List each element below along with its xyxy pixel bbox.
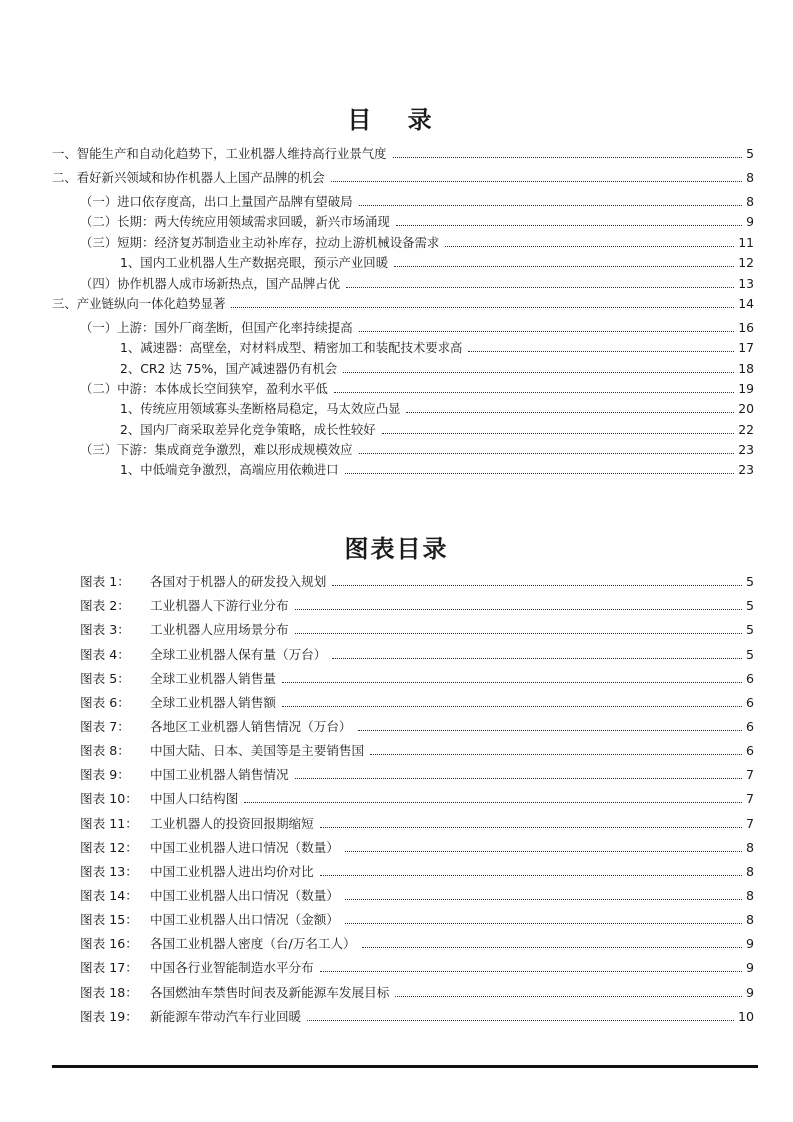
figure-entry-page: 8 xyxy=(745,840,754,855)
figure-entry[interactable] xyxy=(80,715,754,734)
figure-entry-label: 中国工业机器人进出均价对比 xyxy=(150,864,314,879)
dot-leader xyxy=(282,682,742,683)
figure-entry-page: 6 xyxy=(745,719,754,734)
toc-entry-page: 23 xyxy=(738,462,754,477)
figure-entry[interactable] xyxy=(80,787,754,806)
figure-number: 图表 17： xyxy=(80,960,138,975)
figure-entry-label: 全球工业机器人保有量（万台） xyxy=(150,647,327,662)
figure-number: 图表 2： xyxy=(80,598,130,613)
figure-entry[interactable] xyxy=(80,763,754,782)
figure-entry-label: 中国工业机器人出口情况（数量） xyxy=(150,888,339,903)
figure-entry[interactable] xyxy=(80,739,754,758)
figure-number: 图表 16： xyxy=(80,936,138,951)
list-of-figures-title: 图表目录 xyxy=(344,535,449,563)
toc-entry[interactable] xyxy=(120,251,754,270)
figure-entry[interactable] xyxy=(80,836,754,855)
figure-entry-label: 中国各行业智能制造水平分布 xyxy=(150,960,314,975)
figure-entry-label: 全球工业机器人销售量 xyxy=(150,671,276,686)
dot-leader xyxy=(359,205,743,206)
dot-leader xyxy=(396,225,742,226)
dot-leader xyxy=(393,157,743,158)
figure-entry-page: 6 xyxy=(745,743,754,758)
toc-entry[interactable] xyxy=(80,190,754,209)
toc-title: 目 录 xyxy=(347,106,446,134)
toc-entry-label: （三）短期：经济复苏制造业主动补库存，拉动上游机械设备需求 xyxy=(80,235,440,250)
figure-number: 图表 10： xyxy=(80,791,138,806)
toc-entry-label: 1、国内工业机器人生产数据亮眼，预示产业回暖 xyxy=(120,255,389,270)
figure-entry-page: 6 xyxy=(745,671,754,686)
figure-entry-page: 7 xyxy=(745,816,754,831)
toc-entry[interactable] xyxy=(52,292,754,311)
dot-leader xyxy=(406,412,734,413)
toc-entry-page: 13 xyxy=(738,276,754,291)
figure-entry-label: 各国对于机器人的研发投入规划 xyxy=(150,574,327,589)
toc-entry-label: 1、中低端竞争激烈，高端应用依赖进口 xyxy=(120,462,339,477)
figure-entry-page: 7 xyxy=(745,791,754,806)
toc-entry-page: 19 xyxy=(738,381,754,396)
toc-entry[interactable] xyxy=(52,142,754,161)
toc-entry-page: 22 xyxy=(738,422,754,437)
toc-entry[interactable] xyxy=(80,272,754,291)
figure-number: 图表 14： xyxy=(80,888,138,903)
dot-leader xyxy=(295,778,742,779)
figure-number: 图表 11： xyxy=(80,816,138,831)
toc-entry-page: 16 xyxy=(738,320,754,335)
figure-entry[interactable] xyxy=(80,643,754,662)
dot-leader xyxy=(307,1020,734,1021)
dot-leader xyxy=(295,633,742,634)
figure-entry-page: 9 xyxy=(745,936,754,951)
toc-entry-label: 三、产业链纵向一体化趋势显著 xyxy=(52,296,226,311)
figure-entry-page: 8 xyxy=(745,912,754,927)
figure-entry-label: 新能源车带动汽车行业回暖 xyxy=(150,1009,302,1024)
toc-entry-label: （四）协作机器人成市场新热点，国产品牌占优 xyxy=(80,276,341,291)
figure-number: 图表 1： xyxy=(80,574,130,589)
figure-entry-page: 9 xyxy=(745,985,754,1000)
figure-entry[interactable] xyxy=(80,860,754,879)
toc-entry-page: 9 xyxy=(746,214,754,229)
figure-number: 图表 12： xyxy=(80,840,138,855)
dot-leader xyxy=(334,392,734,393)
dot-leader xyxy=(343,372,734,373)
toc-entry-page: 18 xyxy=(738,361,754,376)
dot-leader xyxy=(445,246,734,247)
figure-entry-page: 8 xyxy=(745,888,754,903)
figure-number: 图表 3： xyxy=(80,622,130,637)
dot-leader xyxy=(358,730,742,731)
figure-entry-page: 8 xyxy=(745,864,754,879)
dot-leader xyxy=(382,433,735,434)
figure-entry-page: 5 xyxy=(745,574,754,589)
toc-entry-page: 8 xyxy=(746,170,754,185)
toc-entry[interactable] xyxy=(52,166,754,185)
dot-leader xyxy=(282,706,742,707)
dot-leader xyxy=(244,802,742,803)
toc-entry-label: 2、国内厂商采取差异化竞争策略，成长性较好 xyxy=(120,422,376,437)
footer-divider xyxy=(52,1065,758,1068)
toc-entry[interactable] xyxy=(120,418,754,437)
toc-entry-label: 1、传统应用领域寡头垄断格局稳定，马太效应凸显 xyxy=(120,401,401,416)
toc-entry-page: 17 xyxy=(738,340,754,355)
figure-entry-page: 7 xyxy=(745,767,754,782)
dot-leader xyxy=(468,351,734,352)
toc-entry-label: 2、CR2 达 75%，国产减速器仍有机会 xyxy=(120,361,338,376)
toc-entry[interactable] xyxy=(120,397,754,416)
figure-entry[interactable] xyxy=(80,981,754,1000)
figure-entry-label: 各国燃油车禁售时间表及新能源车发展目标 xyxy=(150,985,390,1000)
toc-entry-page: 12 xyxy=(738,255,754,270)
figure-entry-label: 全球工业机器人销售额 xyxy=(150,695,276,710)
figure-number: 图表 9： xyxy=(80,767,130,782)
toc-entry-page: 20 xyxy=(738,401,754,416)
dot-leader xyxy=(320,875,742,876)
figure-entry[interactable] xyxy=(80,667,754,686)
figure-number: 图表 19： xyxy=(80,1009,138,1024)
figure-entry-page: 5 xyxy=(745,647,754,662)
figure-number: 图表 5： xyxy=(80,671,130,686)
figure-number: 图表 13： xyxy=(80,864,138,879)
figure-entry-label: 各地区工业机器人销售情况（万台） xyxy=(150,719,352,734)
figure-entry-label: 工业机器人应用场景分布 xyxy=(150,622,289,637)
toc-entry[interactable] xyxy=(80,377,754,396)
dot-leader xyxy=(394,266,734,267)
figure-entry[interactable] xyxy=(80,812,754,831)
figure-entry-page: 5 xyxy=(745,622,754,637)
toc-entry[interactable] xyxy=(80,210,754,229)
toc-entry[interactable] xyxy=(120,336,754,355)
figure-entry[interactable] xyxy=(80,570,754,589)
dot-leader xyxy=(359,453,735,454)
toc-entry-label: 二、看好新兴领域和协作机器人上国产品牌的机会 xyxy=(52,170,325,185)
figure-entry-label: 中国大陆、日本、美国等是主要销售国 xyxy=(150,743,365,758)
figure-number: 图表 4： xyxy=(80,647,130,662)
figure-entry[interactable] xyxy=(80,908,754,927)
figure-entry-page: 6 xyxy=(745,695,754,710)
dot-leader xyxy=(231,307,734,308)
figure-entry-label: 中国工业机器人销售情况 xyxy=(150,767,289,782)
figure-entry-page: 5 xyxy=(745,598,754,613)
toc-entry-label: （三）下游：集成商竞争激烈，难以形成规模效应 xyxy=(80,442,353,457)
dot-leader xyxy=(295,609,742,610)
figure-number: 图表 7： xyxy=(80,719,130,734)
toc-entry-label: （二）中游：本体成长空间狭窄，盈利水平低 xyxy=(80,381,328,396)
toc-entry-page: 14 xyxy=(738,296,754,311)
figure-entry-page: 10 xyxy=(737,1009,754,1024)
dot-leader xyxy=(370,754,742,755)
dot-leader xyxy=(346,287,734,288)
toc-entry-label: （一）上游：国外厂商垄断，但国产化率持续提高 xyxy=(80,320,353,335)
figure-entry[interactable] xyxy=(80,691,754,710)
figure-entry[interactable] xyxy=(80,932,754,951)
dot-leader xyxy=(320,971,742,972)
figure-number: 图表 6： xyxy=(80,695,130,710)
toc-entry[interactable] xyxy=(120,458,754,477)
figure-entry[interactable] xyxy=(80,956,754,975)
dot-leader xyxy=(395,996,742,997)
dot-leader xyxy=(332,658,742,659)
figure-entry[interactable] xyxy=(80,618,754,637)
toc-entry-page: 5 xyxy=(746,146,754,161)
figure-entry[interactable] xyxy=(80,884,754,903)
figure-entry[interactable] xyxy=(80,1005,754,1024)
dot-leader xyxy=(345,473,735,474)
dot-leader xyxy=(332,585,742,586)
dot-leader xyxy=(345,923,742,924)
figure-entry-label: 中国工业机器人出口情况（金额） xyxy=(150,912,339,927)
toc-entry[interactable] xyxy=(80,316,754,335)
figure-entry-label: 中国人口结构图 xyxy=(150,791,239,806)
figure-entry-page: 9 xyxy=(745,960,754,975)
dot-leader xyxy=(345,851,742,852)
toc-entry-label: 一、智能生产和自动化趋势下，工业机器人维持高行业景气度 xyxy=(52,146,387,161)
figure-entry-label: 各国工业机器人密度（台/万名工人） xyxy=(150,936,356,951)
figure-entry-label: 工业机器人的投资回报期缩短 xyxy=(150,816,314,831)
toc-entry[interactable] xyxy=(120,357,754,376)
toc-entry[interactable] xyxy=(80,438,754,457)
dot-leader xyxy=(359,331,735,332)
figure-number: 图表 8： xyxy=(80,743,130,758)
toc-entry-page: 8 xyxy=(746,194,754,209)
figure-number: 图表 15： xyxy=(80,912,138,927)
figure-number: 图表 18： xyxy=(80,985,138,1000)
figure-entry-label: 工业机器人下游行业分布 xyxy=(150,598,289,613)
toc-entry-label: 1、减速器：高壁垒，对材料成型、精密加工和装配技术要求高 xyxy=(120,340,463,355)
dot-leader xyxy=(320,827,742,828)
toc-entry-label: （二）长期：两大传统应用领域需求回暖，新兴市场涌现 xyxy=(80,214,390,229)
toc-entry[interactable] xyxy=(80,231,754,250)
dot-leader xyxy=(362,947,742,948)
toc-entry-label: （一）进口依存度高，出口上量国产品牌有望破局 xyxy=(80,194,353,209)
dot-leader xyxy=(345,899,742,900)
toc-entry-page: 11 xyxy=(738,235,754,250)
toc-entry-page: 23 xyxy=(738,442,754,457)
figure-entry[interactable] xyxy=(80,594,754,613)
figure-entry-label: 中国工业机器人进口情况（数量） xyxy=(150,840,339,855)
dot-leader xyxy=(331,181,743,182)
